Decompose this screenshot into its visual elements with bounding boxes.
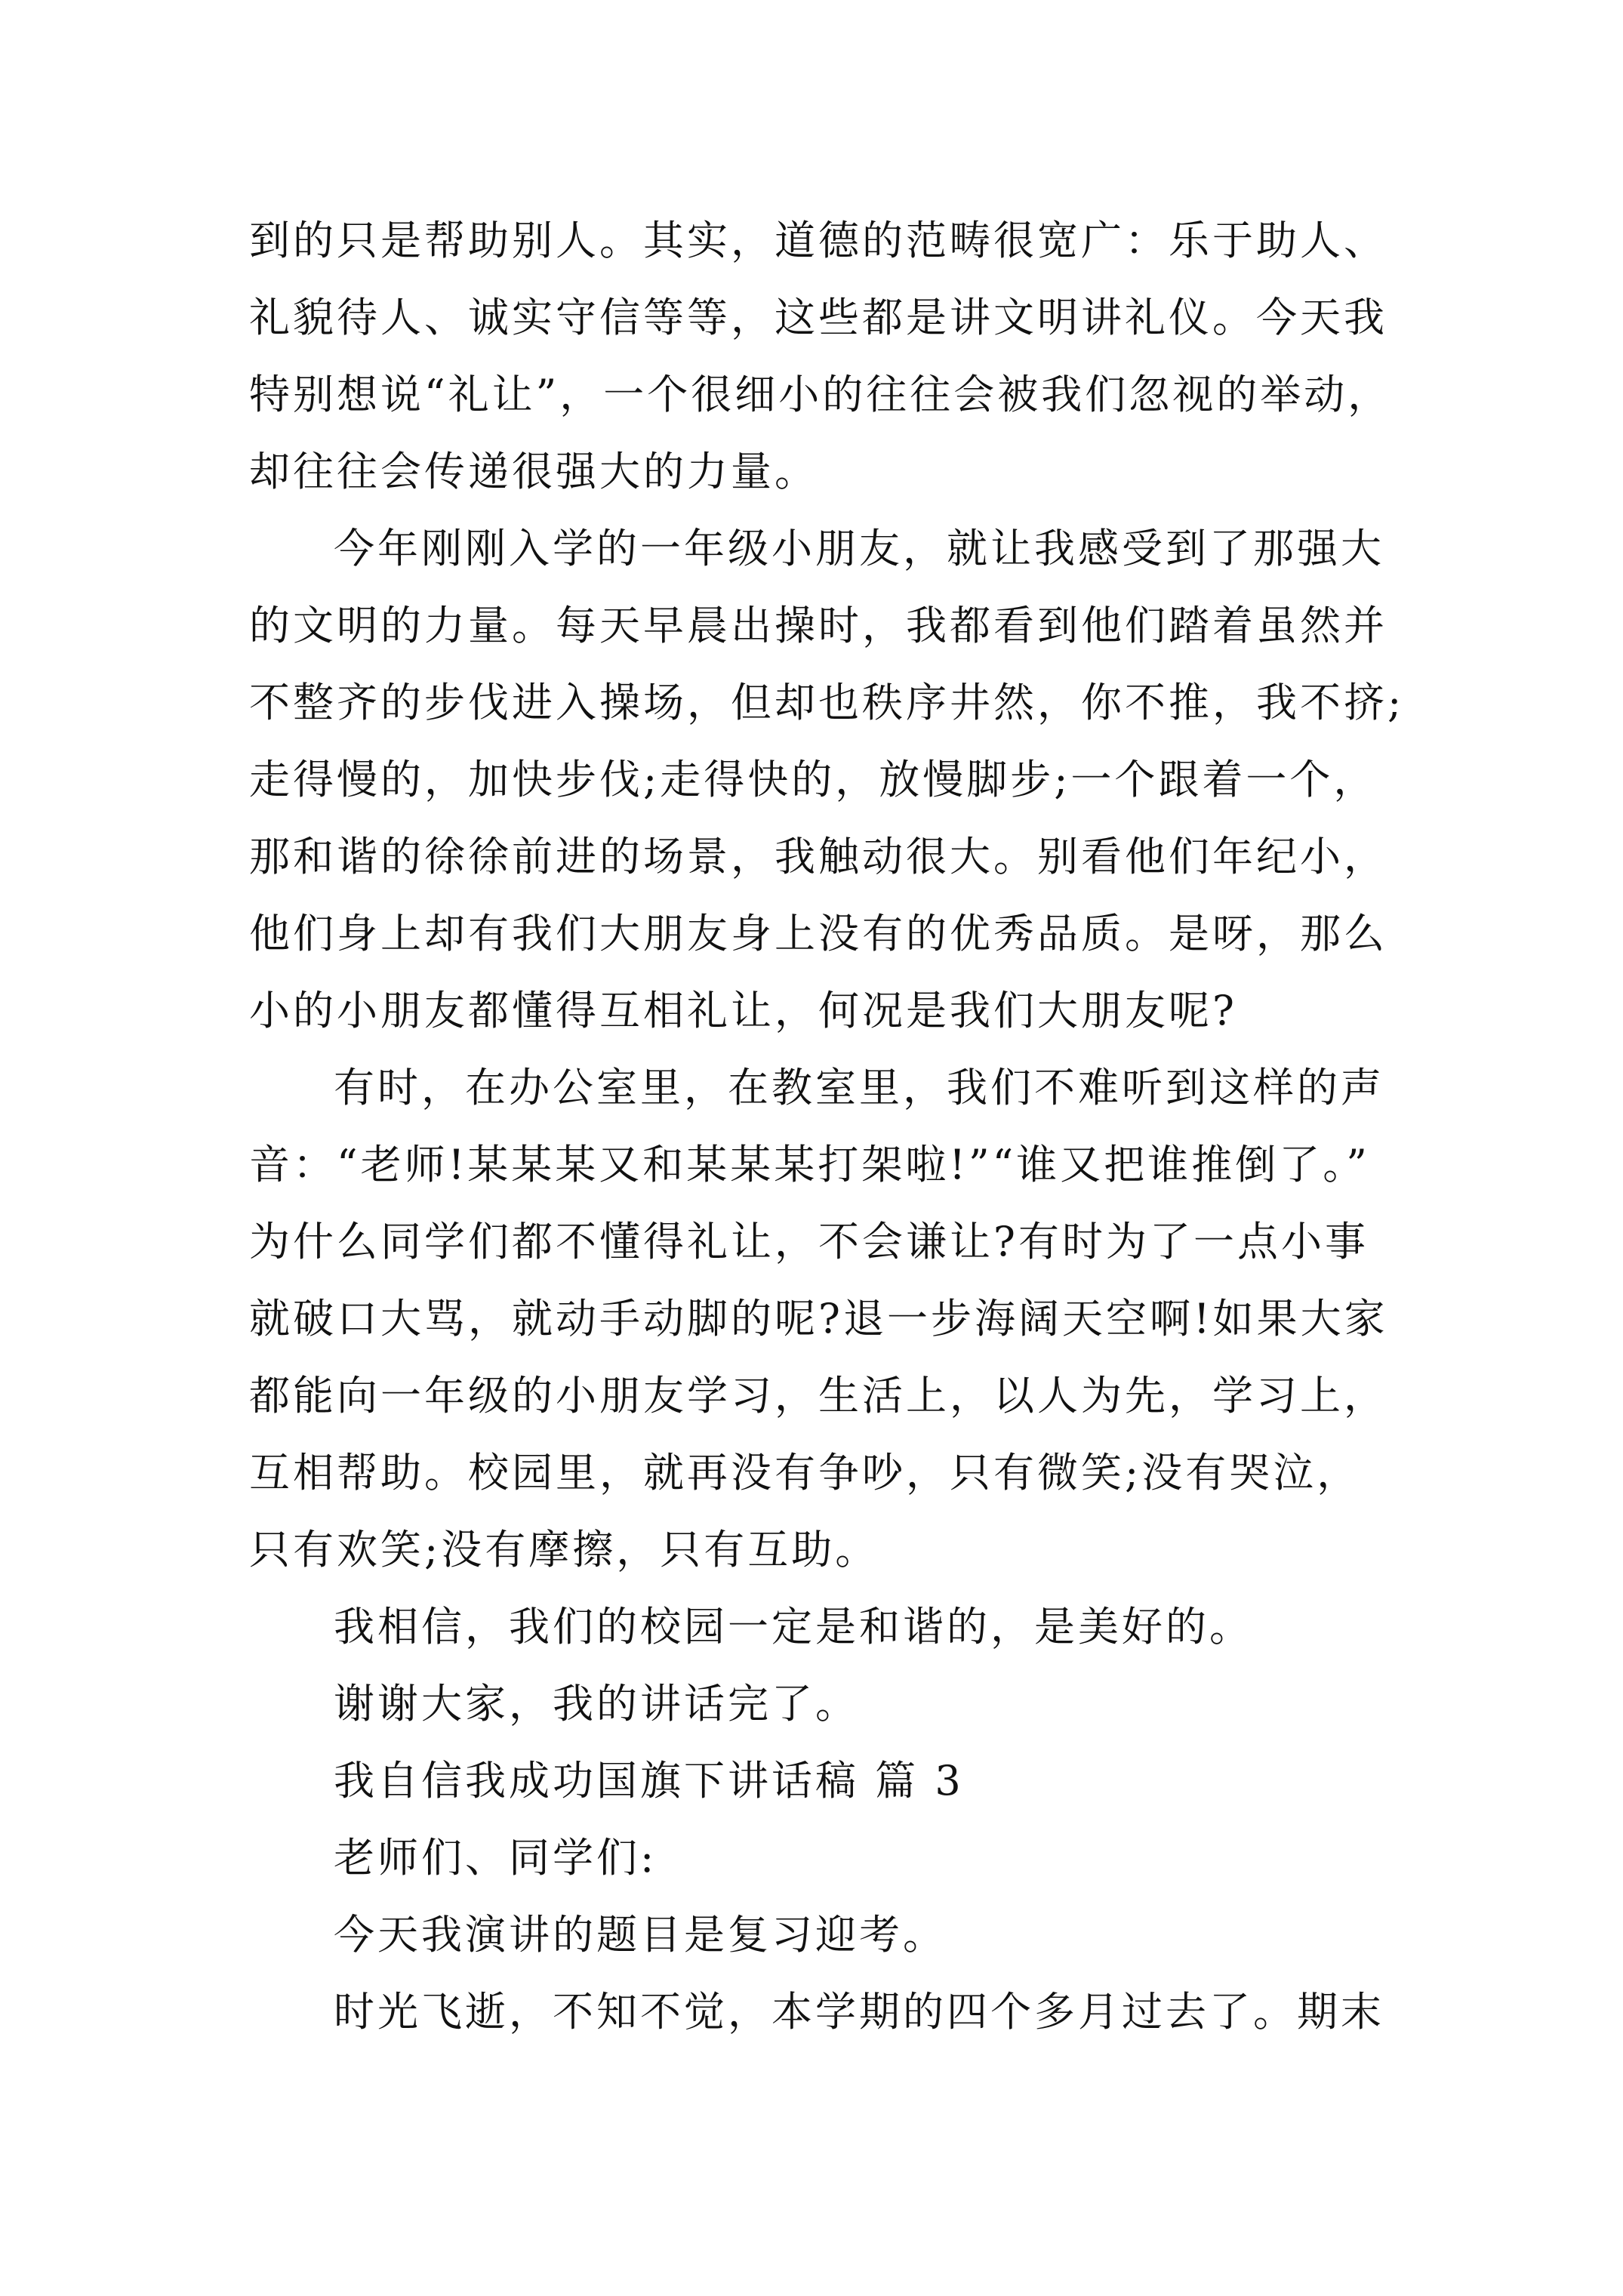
paragraph [249, 1049, 1397, 1589]
text-line: 互相帮助。校园里，就再没有争吵，只有微笑;没有哭泣， [249, 1449, 1361, 1496]
text-line: 特别想说“礼让”，一个很细小的往往会被我们忽视的举动， [249, 371, 1392, 418]
text-line: 今天我演讲的题目是复习迎考。 [334, 1911, 947, 1959]
text-line: 音：“老师!某某某又和某某某打架啦!”“谁又把谁推倒了。” [249, 1141, 1370, 1188]
text-line: 都能向一年级的小朋友学习，生活上，以人为先，学习上， [249, 1372, 1387, 1419]
text-line: 今年刚刚入学的一年级小朋友，就让我感受到了那强大 [334, 525, 1384, 572]
text-line: 走得慢的，加快步伐;走得快的，放慢脚步;一个跟着一个， [249, 756, 1378, 803]
text-line: 却往往会传递很强大的力量。 [249, 448, 818, 495]
text-line: 为什么同学们都不懂得礼让，不会谦让?有时为了一点小事 [249, 1218, 1369, 1265]
text-line: 小的小朋友都懂得互相礼让，何况是我们大朋友呢? [249, 987, 1237, 1034]
text-line: 老师们、同学们: [334, 1834, 658, 1881]
text-line: 他们身上却有我们大朋友身上没有的优秀品质。是呀，那么 [249, 910, 1387, 957]
text-line: 礼貌待人、诚实守信等等，这些都是讲文明讲礼仪。今天我 [249, 294, 1387, 341]
text-line: 时光飞逝，不知不觉，本学期的四个多月过去了。期末 [334, 1988, 1384, 2036]
text-line: 有时，在办公室里，在教室里，我们不难听到这样的声 [334, 1064, 1384, 1111]
text-line: 不整齐的步伐进入操场，但却也秩序井然，你不推，我不挤; [249, 679, 1405, 726]
text-line: 我相信，我们的校园一定是和谐的，是美好的。 [334, 1603, 1253, 1650]
text-line: 只有欢笑;没有摩擦，只有互助。 [249, 1526, 879, 1573]
text-line: 到的只是帮助别人。其实，道德的范畴很宽广：乐于助人、 [249, 217, 1387, 264]
paragraph [249, 510, 1405, 1049]
paragraph [249, 1666, 1397, 1743]
text-line: 谢谢大家，我的讲话完了。 [334, 1680, 859, 1727]
paragraph [249, 1589, 1397, 1666]
text-line: 的文明的力量。每天早晨出操时，我都看到他们踏着虽然并 [249, 602, 1387, 649]
paragraph [249, 1897, 1397, 1974]
text-line: 那和谐的徐徐前进的场景，我触动很大。别看他们年纪小， [249, 833, 1387, 880]
heading-line: 我自信我成功国旗下讲话稿 篇 3 [334, 1757, 964, 1804]
paragraph [249, 202, 1397, 510]
document-body [249, 202, 1405, 2051]
salutation [249, 1820, 1397, 1897]
paragraph [249, 1974, 1397, 2051]
section-heading [249, 1743, 1397, 1820]
text-line: 就破口大骂，就动手动脚的呢?退一步海阔天空啊!如果大家 [249, 1295, 1388, 1342]
